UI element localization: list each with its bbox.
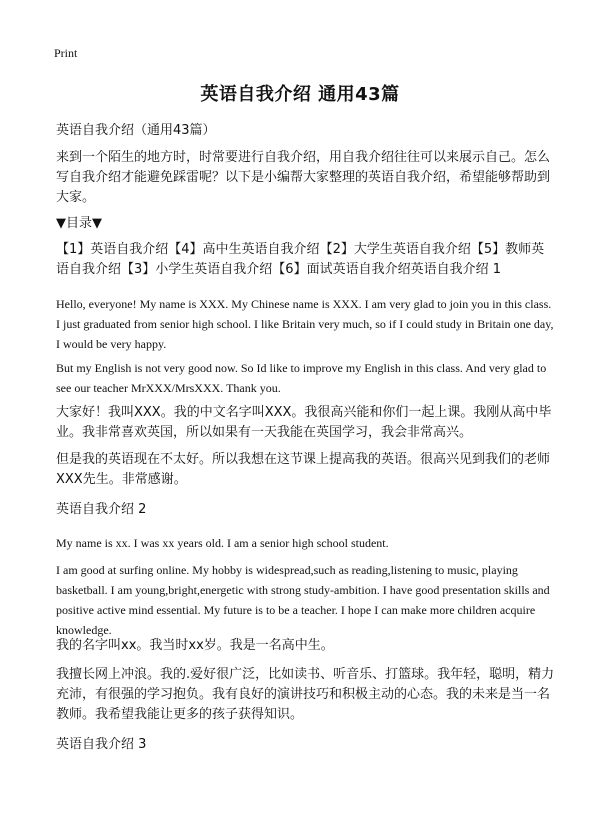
document-title: 英语自我介绍 通用43篇 <box>200 84 400 105</box>
section2-english-paragraph-2: I am good at surfing online. My hobby is widespread,such as reading,listening to music, playing basketball. I am young,bright,energetic with strong study-ambition. I have good presentation skills and positive active mind essential. My future is to be a teacher. I hope I can make more children acquire knowledge. <box>56 563 550 637</box>
section2-chinese-paragraph-2: 我擅长网上冲浪。我的.爱好很广泛，比如读书、听音乐、打篮球。我年轻，聪明，精力充沛，有很强的学习抱负。我有良好的演讲技巧和积极主动的心态。我的未来是当一名教师。我希望我能让更多的孩子获得知识。 <box>56 667 555 722</box>
section1-english-paragraph-1: Hello, everyone! My name is XXX. My Chinese name is XXX. I am very glad to join you in this class. I just graduated from senior high school. I like Britain very much, so if I could study in Britain one day, I would be very happy. <box>56 297 554 351</box>
document-subtitle: 英语自我介绍（通用43篇） <box>56 123 216 138</box>
section1-chinese-paragraph-2: 但是我的英语现在不太好。所以我想在这节课上提高我的英语。很高兴见到我们的老师XXX先生。非常感谢。 <box>56 452 551 487</box>
section1-chinese-paragraph-1: 大家好！我叫XXX。我的中文名字叫XXX。我很高兴能和你们一起上课。我刚从高中毕业。我非常喜欢英国，所以如果有一天我能在英国学习，我会非常高兴。 <box>56 405 552 440</box>
section-heading-1: 英语自我介绍 1 <box>410 262 501 277</box>
toc-link-3[interactable]: 【3】小学生英语自我介绍 <box>121 262 273 277</box>
section2-english-paragraph-1: My name is xx. I was xx years old. I am a senior high school student. <box>56 536 389 550</box>
print-label[interactable]: Print <box>54 46 78 60</box>
section-heading-3: 英语自我介绍 3 <box>56 737 147 752</box>
toc-link-1[interactable]: 【1】英语自我介绍 <box>56 242 169 257</box>
section-heading-2: 英语自我介绍 2 <box>56 502 147 517</box>
intro-paragraph: 来到一个陌生的地方时，时常要进行自我介绍，用自我介绍往往可以来展示自己。怎么写自我介绍才能避免踩雷呢？以下是小编帮大家整理的英语自我介绍，希望能够帮助到大家。 <box>56 150 551 205</box>
toc-link-2[interactable]: 【2】大学生英语自我介绍 <box>319 242 471 257</box>
toc-link-6[interactable]: 【6】面试英语自我介绍 <box>272 262 411 277</box>
section1-english-paragraph-2: But my English is not very good now. So Id like to improve my English in this class. And very glad to see our teacher MrXXX/MrsXXX. Thank you. <box>56 361 547 395</box>
toc-link-4[interactable]: 【4】高中生英语自我介绍 <box>168 242 320 257</box>
toc-link-5[interactable]: 【5】教师英语自我介绍 <box>56 242 545 277</box>
toc-heading[interactable]: ▼目录▼ <box>56 216 102 231</box>
section2-chinese-paragraph-1: 我的名字叫xx。我当时xx岁。我是一名高中生。 <box>56 638 334 653</box>
table-of-contents <box>56 240 556 280</box>
